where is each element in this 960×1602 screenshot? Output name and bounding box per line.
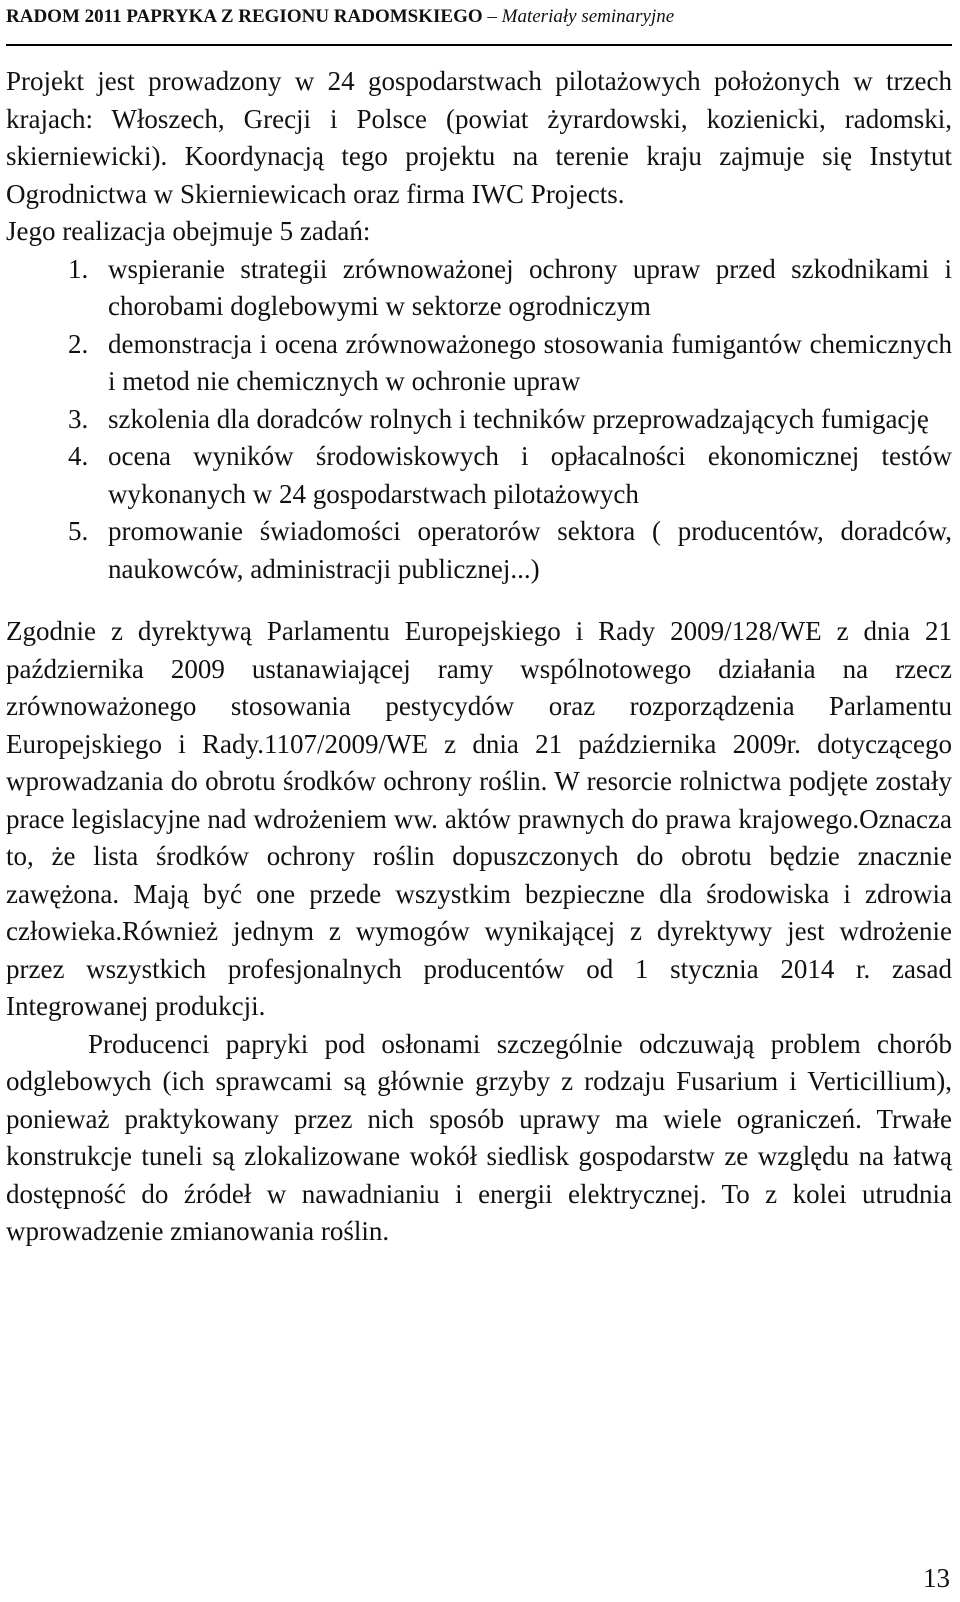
list-item-text: wspieranie strategii zrównoważonej ochrony upraw przed szkodnikami i chorobami doglebowymi w sektorze ogrodniczym — [108, 253, 952, 321]
list-item — [6, 513, 952, 588]
list-item-number: 2. — [68, 328, 89, 359]
header-subtitle: – Materiały seminaryjne — [487, 6, 675, 27]
page-body — [6, 63, 952, 1251]
list-item — [6, 438, 952, 513]
list-item — [6, 251, 952, 326]
header-title: RADOM 2011 PAPRYKA Z REGIONU RADOMSKIEGO — [6, 6, 483, 27]
list-item — [6, 326, 952, 401]
list-item-text: promowanie świadomości operatorów sektora ( producentów, doradców, naukowców, administracji publicznej...) — [108, 516, 952, 584]
list-item-text: demonstracja i ocena zrównoważonego stosowania fumigantów chemicznych i metod nie chemicznych w ochronie upraw — [108, 328, 952, 396]
list-item-number: 5. — [68, 516, 89, 546]
tasks-intro: Jego realizacja obejmuje 5 zadań: — [6, 216, 371, 246]
intro-paragraph: Projekt jest prowadzony w 24 gospodarstwach pilotażowych położonych w trzech krajach: Włoszech, Grecji i Polsce (powiat żyrardowski, kozienicki, radomski, skierniewicki). Koordynacją tego projektu na terenie kraju zajmuje się Instytut Ogrodnictwa w Skierniewicach oraz firma IWC Projects. — [6, 66, 952, 209]
tasks-list — [6, 251, 952, 589]
list-item-number: 3. — [68, 403, 89, 434]
producers-paragraph: Producenci papryki pod osłonami szczególnie odczuwają problem chorób odglebowych (ich sprawcami są głównie grzyby z rodzaju Fusarium i Verticillium), ponieważ praktykowany przez nich sposób uprawy ma wiele ograniczeń. Trwałe konstrukcje tuneli są zlokalizowane wokół siedlisk gospodarstw ze względu na łatwą dostępność do źródeł w nawadnianiu i energii elektrycznej. To z kolei utrudnia wprowadzenie zmianowania roślin. — [6, 1028, 952, 1246]
page-number: 13 — [923, 1563, 950, 1593]
running-header — [6, 2, 952, 32]
list-item-number: 1. — [68, 253, 89, 284]
list-item-number: 4. — [68, 441, 89, 471]
directive-paragraph: Zgodnie z dyrektywą Parlamentu Europejskiego i Rady 2009/128/WE z dnia 21 października 2009 ustanawiającej ramy wspólnotowego działania na rzecz zrównoważonego stosowania pestycydów oraz rozporządzenia Parlamentu Europejskiego i Rady.1107/2009/WE z dnia 21 października 2009r. dotyczącego wprowadzania do obrotu środków ochrony roślin. W resorcie rolnictwa podjęte zostały prace legislacyjne nad wdrożeniem ww. aktów prawnych do prawa krajowego.Oznacza to, że lista środków ochrony roślin dopuszczonych do obrotu będzie znacznie zawężona. Mają być one przede wszystkim bezpieczne dla środowiska i zdrowia człowieka.Również jednym z wymogów wynikającej z dyrektywy jest wdrożenie przez wszystkich profesjonalnych producentów od 1 stycznia 2014 r. zasad Integrowanej produkcji. — [6, 616, 952, 1021]
list-item — [6, 401, 952, 439]
list-item-text: szkolenia dla doradców rolnych i techników przeprowadzających fumigację — [108, 403, 929, 434]
header-rule — [6, 44, 952, 46]
list-item-text: ocena wyników środowiskowych i opłacalności ekonomicznej testów wykonanych w 24 gospodarstwach pilotażowych — [108, 441, 952, 509]
